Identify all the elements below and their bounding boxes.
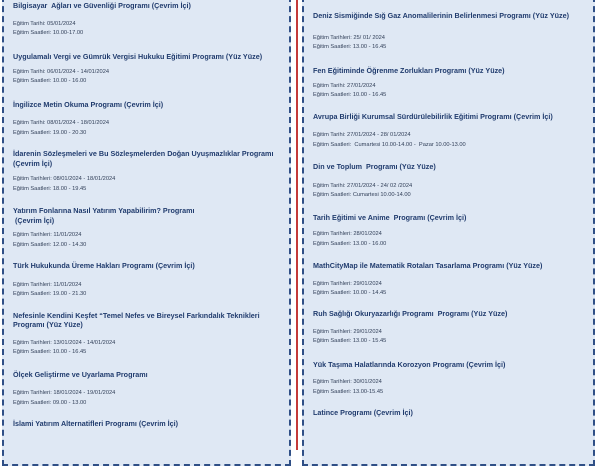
program-entry [13, 100, 289, 138]
program-hours: Eğitim Saatleri: 18.00 - 19.45 [13, 185, 87, 192]
program-date: Eğitim Tarihleri: 28/01/2024 [313, 231, 382, 238]
program-entry [313, 162, 593, 200]
program-date: Eğitim Tarihi: 27/01/2024 - 28/ 01/2024 [313, 132, 411, 139]
program-hours: Eğitim Saatleri: 10.00 - 16.45 [313, 92, 387, 99]
program-date: Eğitim Tarihleri: 08/01/2024 - 18/01/2024 [13, 176, 116, 183]
program-title: İdarenin Sözleşmeleri ve Bu Sözleşmelerden Doğan Uyuşmazlıklar Programı (Çevrim İçi) [13, 149, 276, 168]
program-title: Nefesinle Kendini Keşfet “Temel Nefes ve Bireysel Farkındalık Teknikleri Programı (Yüz Yüze) [13, 310, 262, 330]
program-entry [313, 112, 593, 150]
program-entry [13, 419, 289, 429]
program-entry [13, 52, 289, 86]
program-title: Bilgisayar Ağları ve Güvenliği Programı (Çevrim İçi) [13, 1, 191, 10]
program-date: Eğitim Tarihleri: 29/01/2024 [313, 280, 382, 287]
program-entry [313, 66, 593, 100]
program-entry [313, 360, 593, 397]
program-hours: Eğitim Saatleri: 10.00 - 14.45 [313, 290, 387, 297]
program-title: MathCityMap ile Matematik Rotaları Tasarlama Programı (Yüz Yüze) [313, 261, 543, 271]
program-date: Eğitim Tarihi: 06/01/2024 - 14/01/2024 [13, 69, 110, 75]
program-entry [13, 261, 289, 299]
program-entry [313, 11, 593, 52]
program-title: Ruh Sağlığı Okuryazarlığı Programı Programı (Yüz Yüze) [313, 309, 508, 319]
program-date: Eğitim Tarihleri: 13/01/2024 - 14/01/2024 [13, 339, 116, 346]
program-hours: Eğitim Saatleri: 19.00 - 20.30 [13, 129, 87, 136]
program-hours: Eğitim Saatleri: 13.00-15.45 [313, 388, 384, 395]
program-entry [13, 149, 289, 194]
program-date: Eğitim Tarihleri: 18/01/2024 - 19/01/2024 [13, 390, 116, 397]
program-date: Eğitim Tarihleri: 30/01/2024 [313, 379, 382, 386]
program-entry [13, 370, 289, 408]
program-entry [313, 309, 593, 346]
program-hours: Eğitim Saatleri: 10.00 - 16.00 [13, 78, 87, 85]
program-title: Yük Taşıma Halatlarında Korozyon Programı (Çevrim İçi) [313, 359, 506, 369]
left-program-column [2, 0, 291, 466]
program-hours: Eğitim Saatleri: 10.00 - 16.45 [13, 349, 87, 356]
program-title: Avrupa Birliği Kurumsal Sürdürülebilirlik Eğitimi Programı (Çevrim İçi) [313, 111, 553, 121]
program-title: Ölçek Geliştirme ve Uyarlama Programı [13, 369, 148, 379]
program-title: İslami Yatırım Alternatifleri Programı (Çevrim İçi) [13, 419, 178, 429]
right-program-list [304, 11, 593, 418]
program-entry [313, 213, 593, 249]
right-program-column [302, 0, 595, 466]
program-title: Türk Hukukunda Üreme Hakları Programı (Çevrim İçi) [13, 261, 195, 271]
program-date: Eğitim Tarihleri: 11/01/2024 [13, 232, 82, 239]
program-entry [13, 1, 289, 38]
program-date: Eğitim Tarihi: 05/01/2024 [13, 20, 76, 27]
program-date: Eğitim Tarihleri: 11/01/2024 [13, 281, 82, 288]
program-title: Yatırım Fonlarına Nasıl Yatırım Yapabilirim? Programı (Çevrim İçi) [13, 206, 195, 225]
column-divider [296, 0, 298, 450]
program-title: Din ve Toplum Programı (Yüz Yüze) [313, 162, 436, 172]
program-date: Eğitim Tarihi: 27/01/2024 [313, 83, 376, 89]
program-date: Eğitim Tarihi: 27/01/2024 - 24/ 02 /2024 [313, 182, 413, 189]
program-date: Eğitim Tarihi: 08/01/2024 - 18/01/2024 [13, 120, 110, 127]
program-entry [313, 261, 593, 298]
left-program-list [4, 1, 289, 429]
program-hours: Eğitim Saatleri: 13.00 - 16.45 [313, 44, 387, 50]
program-hours: Eğitim Saatleri: 10.00-17.00 [13, 30, 84, 36]
program-date: Eğitim Tarihleri: 29/01/2024 [313, 329, 382, 336]
program-hours: Eğitim Saatleri: Cumartesi 10.00-14.00 - Pazar 10.00-13.00 [313, 141, 466, 148]
program-date: Eğitim Tarihleri: 25/ 01/ 2024 [313, 34, 385, 41]
program-entry [13, 311, 289, 358]
program-hours: Eğitim Saatleri: 13.00 - 15.45 [313, 338, 387, 345]
program-entry [313, 408, 593, 418]
program-entry [13, 206, 289, 250]
program-hours: Eğitim Saatleri: Cumartesi 10.00-14.00 [313, 192, 411, 199]
program-title: Latince Programı (Çevrim İçi) [313, 408, 413, 418]
program-title: Deniz Sismiğinde Sığ Gaz Anomalilerinin Belirlenmesi Programı (Yüz Yüze) [313, 11, 570, 20]
program-title: İngilizce Metin Okuma Programı (Çevrim İçi) [13, 99, 164, 109]
program-hours: Eğitim Saatleri: 09.00 - 13.00 [13, 399, 87, 406]
program-hours: Eğitim Saatleri: 13.00 - 16.00 [313, 240, 387, 247]
program-title: Uygulamalı Vergi ve Gümrük Vergisi Hukuku Eğitimi Programı (Yüz Yüze) [13, 52, 263, 62]
program-title: Fen Eğitiminde Öğrenme Zorlukları Programı (Yüz Yüze) [313, 66, 505, 76]
program-hours: Eğitim Saatleri: 12.00 - 14.30 [13, 241, 87, 248]
program-title: Tarih Eğitimi ve Anime Programı (Çevrim İçi) [313, 212, 467, 222]
program-hours: Eğitim Saatleri: 19.00 - 21.30 [13, 291, 87, 298]
